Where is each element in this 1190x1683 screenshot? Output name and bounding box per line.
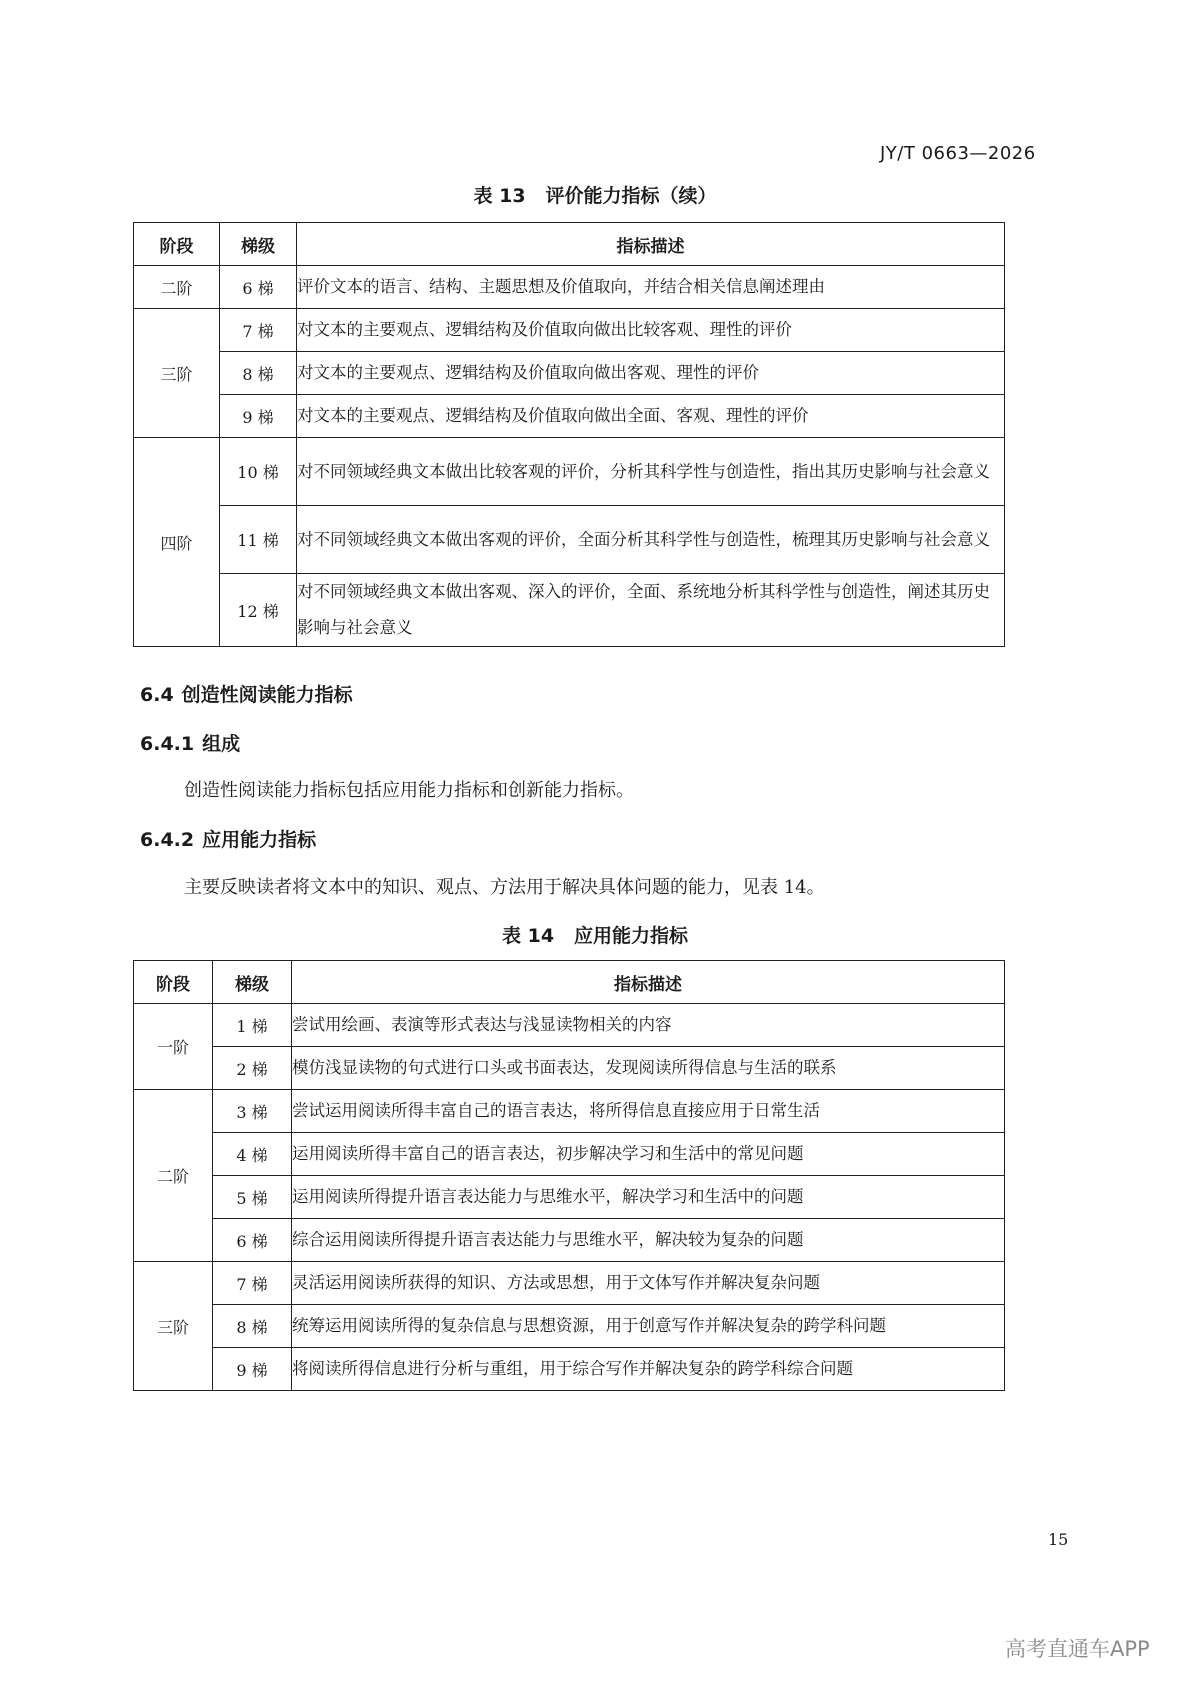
section-number: 6.4 xyxy=(140,684,174,706)
step-cell: 9 梯 xyxy=(220,395,297,438)
desc-cell: 运用阅读所得提升语言表达能力与思维水平，解决学习和生活中的问题 xyxy=(292,1176,1005,1219)
table-row xyxy=(134,395,1005,438)
page-number: 15 xyxy=(1048,1530,1069,1549)
step-cell: 6 梯 xyxy=(213,1219,292,1262)
section-number: 6.4.1 xyxy=(140,733,195,755)
table-row xyxy=(134,1219,1005,1262)
table-row xyxy=(134,1176,1005,1219)
step-cell: 4 梯 xyxy=(213,1133,292,1176)
table-row xyxy=(134,309,1005,352)
section-title: 创造性阅读能力指标 xyxy=(181,684,353,706)
stage-cell: 四阶 xyxy=(134,438,220,647)
table14 xyxy=(133,960,1005,1391)
watermark: 高考直通车APP xyxy=(1005,1637,1150,1661)
desc-cell: 统筹运用阅读所得的复杂信息与思想资源，用于创意写作并解决复杂的跨学科问题 xyxy=(292,1305,1005,1348)
step-cell: 7 梯 xyxy=(213,1262,292,1305)
desc-cell: 尝试用绘画、表演等形式表达与浅显读物相关的内容 xyxy=(292,1004,1005,1047)
desc-cell: 对不同领域经典文本做出比较客观的评价，分析其科学性与创造性，指出其历史影响与社会意义 xyxy=(297,438,1005,506)
table-row xyxy=(134,1262,1005,1305)
desc-cell: 评价文本的语言、结构、主题思想及价值取向，并结合相关信息阐述理由 xyxy=(297,266,1005,309)
stage-cell: 一阶 xyxy=(134,1004,213,1090)
stage-cell: 二阶 xyxy=(134,1090,213,1262)
standard-code: JY/T 0663—2026 xyxy=(880,143,1036,164)
desc-cell: 综合运用阅读所得提升语言表达能力与思维水平，解决较为复杂的问题 xyxy=(292,1219,1005,1262)
step-cell: 10 梯 xyxy=(220,438,297,506)
section-title: 应用能力指标 xyxy=(202,829,317,851)
table-row xyxy=(134,1047,1005,1090)
section-title: 组成 xyxy=(202,733,241,755)
section-number: 6.4.2 xyxy=(140,829,195,851)
table13-header-step: 梯级 xyxy=(220,223,297,266)
table13-caption-title: 评价能力指标（续） xyxy=(545,185,717,207)
table14-caption-number: 表 14 xyxy=(502,925,555,947)
step-cell: 9 梯 xyxy=(213,1348,292,1391)
step-cell: 8 梯 xyxy=(213,1305,292,1348)
section-6-4-2-body: 主要反映读者将文本中的知识、观点、方法用于解决具体问题的能力，见表 14。 xyxy=(184,877,825,898)
table-row xyxy=(134,438,1005,506)
table-row xyxy=(134,1348,1005,1391)
stage-cell: 二阶 xyxy=(134,266,220,309)
table-row xyxy=(134,1305,1005,1348)
desc-cell: 尝试运用阅读所得丰富自己的语言表达，将所得信息直接应用于日常生活 xyxy=(292,1090,1005,1133)
table-row xyxy=(134,1004,1005,1047)
table14-header-step: 梯级 xyxy=(213,961,292,1004)
table-row xyxy=(134,352,1005,395)
table14-caption-title: 应用能力指标 xyxy=(573,925,688,947)
table13-header-desc: 指标描述 xyxy=(297,223,1005,266)
desc-cell: 将阅读所得信息进行分析与重组，用于综合写作并解决复杂的跨学科综合问题 xyxy=(292,1348,1005,1391)
table13-header-row xyxy=(134,223,1005,266)
step-cell: 2 梯 xyxy=(213,1047,292,1090)
section-6-4-heading xyxy=(140,680,353,707)
step-cell: 11 梯 xyxy=(220,506,297,574)
step-cell: 7 梯 xyxy=(220,309,297,352)
table13-header-stage: 阶段 xyxy=(134,223,220,266)
stage-cell: 三阶 xyxy=(134,309,220,438)
step-cell: 5 梯 xyxy=(213,1176,292,1219)
step-cell: 12 梯 xyxy=(220,574,297,647)
desc-cell: 对文本的主要观点、逻辑结构及价值取向做出比较客观、理性的评价 xyxy=(297,309,1005,352)
desc-cell: 对不同领域经典文本做出客观的评价，全面分析其科学性与创造性，梳理其历史影响与社会意义 xyxy=(297,506,1005,574)
desc-cell: 模仿浅显读物的句式进行口头或书面表达，发现阅读所得信息与生活的联系 xyxy=(292,1047,1005,1090)
step-cell: 6 梯 xyxy=(220,266,297,309)
table14-caption xyxy=(0,921,1190,948)
stage-cell: 三阶 xyxy=(134,1262,213,1391)
table13-caption xyxy=(0,181,1190,208)
desc-cell: 对不同领域经典文本做出客观、深入的评价，全面、系统地分析其科学性与创造性，阐述其历史影响与社会意义 xyxy=(297,574,1005,647)
table14-header-row xyxy=(134,961,1005,1004)
table-row xyxy=(134,1133,1005,1176)
table13-caption-number: 表 13 xyxy=(473,185,526,207)
table13 xyxy=(133,222,1005,647)
desc-cell: 对文本的主要观点、逻辑结构及价值取向做出全面、客观、理性的评价 xyxy=(297,395,1005,438)
desc-cell: 运用阅读所得丰富自己的语言表达，初步解决学习和生活中的常见问题 xyxy=(292,1133,1005,1176)
step-cell: 1 梯 xyxy=(213,1004,292,1047)
section-6-4-1-body: 创造性阅读能力指标包括应用能力指标和创新能力指标。 xyxy=(184,780,634,801)
section-6-4-2-heading xyxy=(140,825,316,852)
table14-header-desc: 指标描述 xyxy=(292,961,1005,1004)
table-row xyxy=(134,574,1005,647)
step-cell: 8 梯 xyxy=(220,352,297,395)
table-row xyxy=(134,266,1005,309)
table-row xyxy=(134,1090,1005,1133)
desc-cell: 对文本的主要观点、逻辑结构及价值取向做出客观、理性的评价 xyxy=(297,352,1005,395)
table14-header-stage: 阶段 xyxy=(134,961,213,1004)
desc-cell: 灵活运用阅读所获得的知识、方法或思想，用于文体写作并解决复杂问题 xyxy=(292,1262,1005,1305)
table-row xyxy=(134,506,1005,574)
step-cell: 3 梯 xyxy=(213,1090,292,1133)
section-6-4-1-heading xyxy=(140,729,240,756)
